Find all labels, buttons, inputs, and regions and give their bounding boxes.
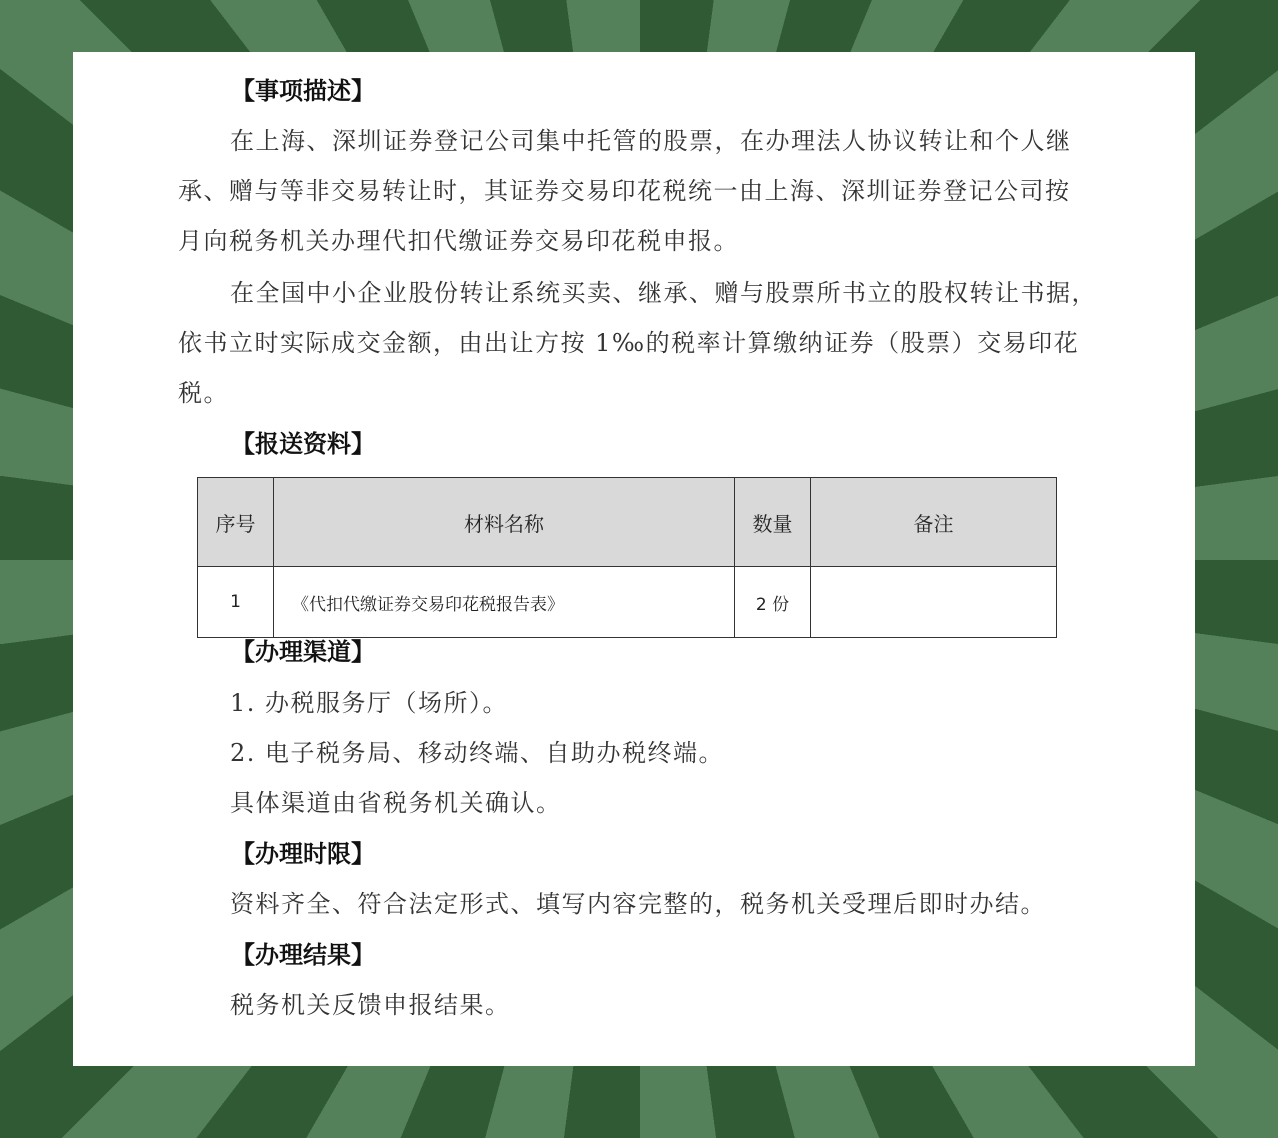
cell-material-name: 《代扣代缴证券交易印花税报告表》 [274, 567, 735, 638]
paragraph-line: 税。 [178, 379, 229, 407]
list-item: 2. 电子税务局、移动终端、自助办税终端。 [230, 739, 725, 767]
heading-materials: 【报送资料】 [231, 430, 375, 458]
column-header: 序号 [198, 478, 274, 567]
cell-quantity: 2 份 [735, 567, 811, 638]
heading-time-limit: 【办理时限】 [231, 840, 375, 868]
paragraph-line: 在全国中小企业股份转让系统买卖、继承、赠与股票所书立的股权转让书据， [230, 279, 1097, 307]
table-header-row [198, 478, 1057, 567]
cell-index: 1 [198, 567, 274, 638]
table-row [198, 567, 1057, 638]
document-page [73, 52, 1195, 1066]
paragraph-line: 依书立时实际成交金额，由出让方按 1‰的税率计算缴纳证券（股票）交易印花 [178, 329, 1080, 357]
column-header: 备注 [811, 478, 1057, 567]
paragraph-line: 在上海、深圳证券登记公司集中托管的股票，在办理法人协议转让和个人继 [230, 127, 1072, 155]
column-header: 材料名称 [274, 478, 735, 567]
cell-remarks [811, 567, 1057, 638]
list-item: 1. 办税服务厅（场所）。 [230, 689, 509, 717]
column-header: 数量 [735, 478, 811, 567]
paragraph-line: 资料齐全、符合法定形式、填写内容完整的，税务机关受理后即时办结。 [230, 890, 1046, 918]
paragraph-line: 具体渠道由省税务机关确认。 [230, 789, 562, 817]
materials-table [197, 477, 1057, 638]
paragraph-line: 承、赠与等非交易转让时，其证券交易印花税统一由上海、深圳证券登记公司按 [178, 177, 1071, 205]
heading-result: 【办理结果】 [231, 941, 375, 969]
paragraph-line: 税务机关反馈申报结果。 [230, 991, 511, 1019]
heading-description: 【事项描述】 [231, 77, 375, 105]
heading-channels: 【办理渠道】 [231, 638, 375, 666]
paragraph-line: 月向税务机关办理代扣代缴证券交易印花税申报。 [178, 227, 739, 255]
